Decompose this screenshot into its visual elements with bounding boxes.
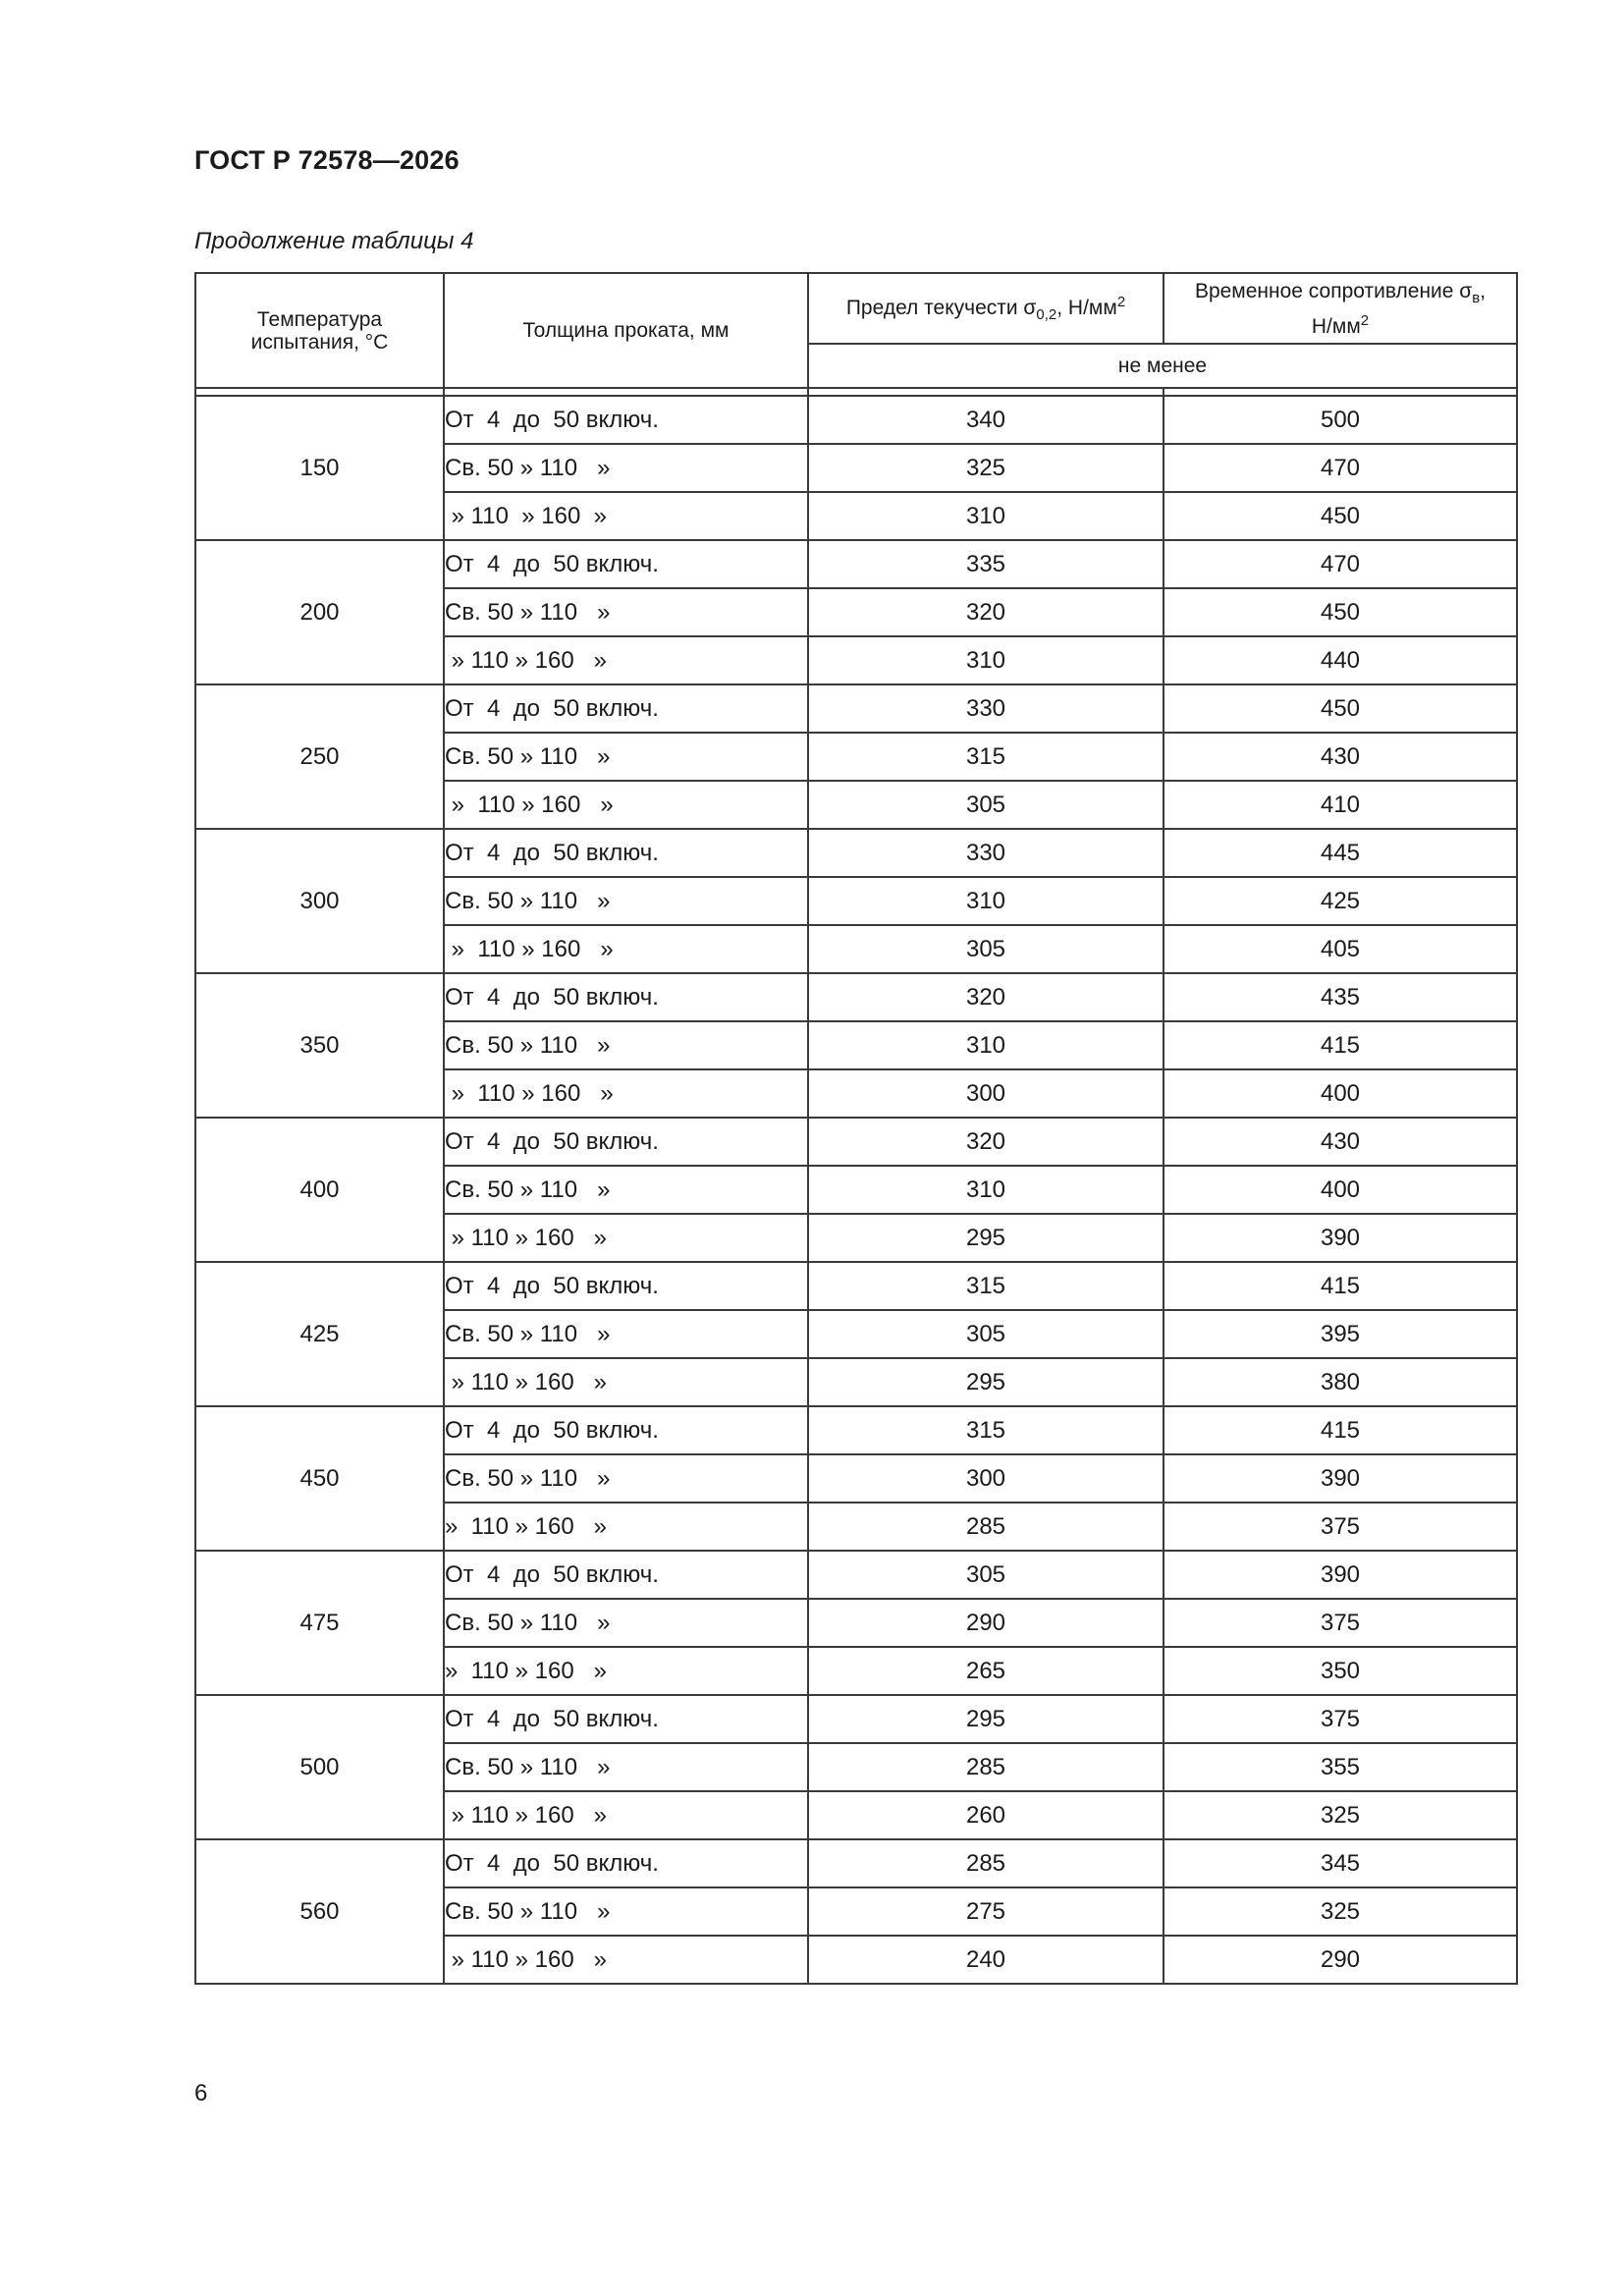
table-row [195, 829, 1517, 877]
thickness-cell: Св. 50 » 110 » [444, 733, 808, 781]
yield-strength-cell: 330 [808, 684, 1163, 733]
thickness-cell: Св. 50 » 110 » [444, 1021, 808, 1069]
tensile-strength-cell: 500 [1163, 396, 1517, 444]
thickness-cell: От 4 до 50 включ. [444, 1551, 808, 1599]
yield-strength-cell: 285 [808, 1743, 1163, 1791]
tensile-strength-cell: 390 [1163, 1454, 1517, 1503]
yield-strength-cell: 320 [808, 973, 1163, 1021]
table-row [195, 1695, 1517, 1743]
yield-strength-cell: 310 [808, 877, 1163, 925]
tensile-strength-cell: 355 [1163, 1743, 1517, 1791]
temperature-cell: 425 [195, 1262, 444, 1406]
yield-strength-cell: 295 [808, 1695, 1163, 1743]
yield-strength-cell: 325 [808, 444, 1163, 492]
thickness-cell: От 4 до 50 включ. [444, 829, 808, 877]
thickness-cell: » 110 » 160 » [444, 925, 808, 973]
tensile-strength-cell: 375 [1163, 1503, 1517, 1551]
thickness-cell: От 4 до 50 включ. [444, 1262, 808, 1310]
header-tensile-suffix: , [1480, 279, 1487, 302]
yield-strength-cell: 320 [808, 1118, 1163, 1166]
yield-strength-cell: 305 [808, 925, 1163, 973]
header-yield-suffix: , Н/мм [1056, 297, 1117, 319]
header-tensile-sub: в [1472, 289, 1481, 306]
table-row [195, 1839, 1517, 1887]
temperature-cell: 450 [195, 1406, 444, 1551]
tensile-strength-cell: 415 [1163, 1262, 1517, 1310]
thickness-cell: Св. 50 » 110 » [444, 1743, 808, 1791]
temperature-cell: 500 [195, 1695, 444, 1839]
yield-strength-cell: 310 [808, 1166, 1163, 1214]
tensile-strength-cell: 435 [1163, 973, 1517, 1021]
yield-strength-cell: 340 [808, 396, 1163, 444]
yield-strength-cell: 310 [808, 636, 1163, 684]
thickness-cell: От 4 до 50 включ. [444, 1118, 808, 1166]
table-row [195, 973, 1517, 1021]
thickness-cell: » 110 » 160 » [444, 1358, 808, 1406]
tensile-strength-cell: 450 [1163, 684, 1517, 733]
tensile-strength-cell: 470 [1163, 540, 1517, 588]
thickness-cell: » 110 » 160 » [444, 492, 808, 540]
yield-strength-cell: 275 [808, 1887, 1163, 1936]
header-thickness: Толщина проката, мм [444, 273, 808, 388]
thickness-cell: » 110 » 160 » [444, 1214, 808, 1262]
yield-strength-cell: 290 [808, 1599, 1163, 1647]
table-body [195, 396, 1517, 1984]
thickness-cell: Св. 50 » 110 » [444, 444, 808, 492]
properties-table [194, 272, 1518, 1985]
tensile-strength-cell: 430 [1163, 733, 1517, 781]
tensile-strength-cell: 450 [1163, 492, 1517, 540]
thickness-cell: Св. 50 » 110 » [444, 1310, 808, 1358]
tensile-strength-cell: 380 [1163, 1358, 1517, 1406]
yield-strength-cell: 260 [808, 1791, 1163, 1839]
table-row [195, 396, 1517, 444]
temperature-cell: 250 [195, 684, 444, 829]
table-row [195, 684, 1517, 733]
tensile-strength-cell: 405 [1163, 925, 1517, 973]
yield-strength-cell: 310 [808, 1021, 1163, 1069]
header-separator [195, 388, 1517, 396]
temperature-cell: 400 [195, 1118, 444, 1262]
tensile-strength-cell: 395 [1163, 1310, 1517, 1358]
yield-strength-cell: 305 [808, 1310, 1163, 1358]
temperature-cell: 350 [195, 973, 444, 1118]
temperature-cell: 300 [195, 829, 444, 973]
yield-strength-cell: 295 [808, 1214, 1163, 1262]
table-caption: Продолжение таблицы 4 [194, 228, 474, 254]
tensile-strength-cell: 470 [1163, 444, 1517, 492]
thickness-cell: От 4 до 50 включ. [444, 1695, 808, 1743]
tensile-strength-cell: 410 [1163, 781, 1517, 829]
thickness-cell: От 4 до 50 включ. [444, 1839, 808, 1887]
yield-strength-cell: 295 [808, 1358, 1163, 1406]
thickness-cell: » 110 » 160 » [444, 1647, 808, 1695]
tensile-strength-cell: 325 [1163, 1791, 1517, 1839]
yield-strength-cell: 315 [808, 733, 1163, 781]
table-row [195, 1551, 1517, 1599]
thickness-cell: Св. 50 » 110 » [444, 877, 808, 925]
thickness-cell: От 4 до 50 включ. [444, 396, 808, 444]
yield-strength-cell: 315 [808, 1406, 1163, 1454]
thickness-cell: Св. 50 » 110 » [444, 1454, 808, 1503]
temperature-cell: 200 [195, 540, 444, 684]
tensile-strength-cell: 415 [1163, 1406, 1517, 1454]
yield-strength-cell: 285 [808, 1503, 1163, 1551]
tensile-strength-cell: 440 [1163, 636, 1517, 684]
tensile-strength-cell: 390 [1163, 1214, 1517, 1262]
tensile-strength-cell: 350 [1163, 1647, 1517, 1695]
yield-strength-cell: 320 [808, 588, 1163, 636]
thickness-cell: Св. 50 » 110 » [444, 1887, 808, 1936]
header-tensile-strength [1163, 273, 1517, 344]
thickness-cell: » 110 » 160 » [444, 1791, 808, 1839]
tensile-strength-cell: 430 [1163, 1118, 1517, 1166]
yield-strength-cell: 300 [808, 1454, 1163, 1503]
header-min-note: не менее [808, 344, 1517, 388]
document-code: ГОСТ Р 72578—2026 [194, 145, 460, 175]
header-temperature: Температура испытания, °С [195, 273, 444, 388]
tensile-strength-cell: 450 [1163, 588, 1517, 636]
table-row [195, 1262, 1517, 1310]
yield-strength-cell: 240 [808, 1936, 1163, 1984]
thickness-cell: » 110 » 160 » [444, 1069, 808, 1118]
page-number: 6 [194, 2080, 208, 2106]
thickness-cell: Св. 50 » 110 » [444, 1166, 808, 1214]
header-tensile-sup: 2 [1360, 311, 1370, 329]
temperature-cell: 475 [195, 1551, 444, 1695]
table-header [195, 273, 1517, 396]
tensile-strength-cell: 445 [1163, 829, 1517, 877]
tensile-strength-cell: 390 [1163, 1551, 1517, 1599]
yield-strength-cell: 285 [808, 1839, 1163, 1887]
table-row [195, 1406, 1517, 1454]
yield-strength-cell: 305 [808, 781, 1163, 829]
temperature-cell: 150 [195, 396, 444, 540]
header-yield-strength [808, 273, 1163, 344]
tensile-strength-cell: 415 [1163, 1021, 1517, 1069]
tensile-strength-cell: 290 [1163, 1936, 1517, 1984]
thickness-cell: От 4 до 50 включ. [444, 973, 808, 1021]
yield-strength-cell: 315 [808, 1262, 1163, 1310]
table-row [195, 1118, 1517, 1166]
thickness-cell: » 110 » 160 » [444, 781, 808, 829]
temperature-cell: 560 [195, 1839, 444, 1984]
table-row [195, 540, 1517, 588]
yield-strength-cell: 330 [808, 829, 1163, 877]
thickness-cell: Св. 50 » 110 » [444, 588, 808, 636]
header-tensile-prefix: Временное сопротивление σ [1194, 279, 1473, 302]
yield-strength-cell: 310 [808, 492, 1163, 540]
thickness-cell: Св. 50 » 110 » [444, 1599, 808, 1647]
tensile-strength-cell: 425 [1163, 877, 1517, 925]
tensile-strength-cell: 325 [1163, 1887, 1517, 1936]
tensile-strength-cell: 375 [1163, 1599, 1517, 1647]
header-tensile-unit: Н/мм [1311, 314, 1361, 338]
thickness-cell: » 110 » 160 » [444, 636, 808, 684]
yield-strength-cell: 335 [808, 540, 1163, 588]
yield-strength-cell: 300 [808, 1069, 1163, 1118]
thickness-cell: От 4 до 50 включ. [444, 684, 808, 733]
header-yield-sub: 0,2 [1036, 306, 1057, 323]
tensile-strength-cell: 400 [1163, 1166, 1517, 1214]
yield-strength-cell: 265 [808, 1647, 1163, 1695]
thickness-cell: От 4 до 50 включ. [444, 1406, 808, 1454]
yield-strength-cell: 305 [808, 1551, 1163, 1599]
thickness-cell: » 110 » 160 » [444, 1503, 808, 1551]
tensile-strength-cell: 345 [1163, 1839, 1517, 1887]
header-yield-prefix: Предел текучести σ [845, 297, 1037, 319]
thickness-cell: От 4 до 50 включ. [444, 540, 808, 588]
header-yield-sup: 2 [1116, 294, 1126, 310]
tensile-strength-cell: 375 [1163, 1695, 1517, 1743]
thickness-cell: » 110 » 160 » [444, 1936, 808, 1984]
tensile-strength-cell: 400 [1163, 1069, 1517, 1118]
